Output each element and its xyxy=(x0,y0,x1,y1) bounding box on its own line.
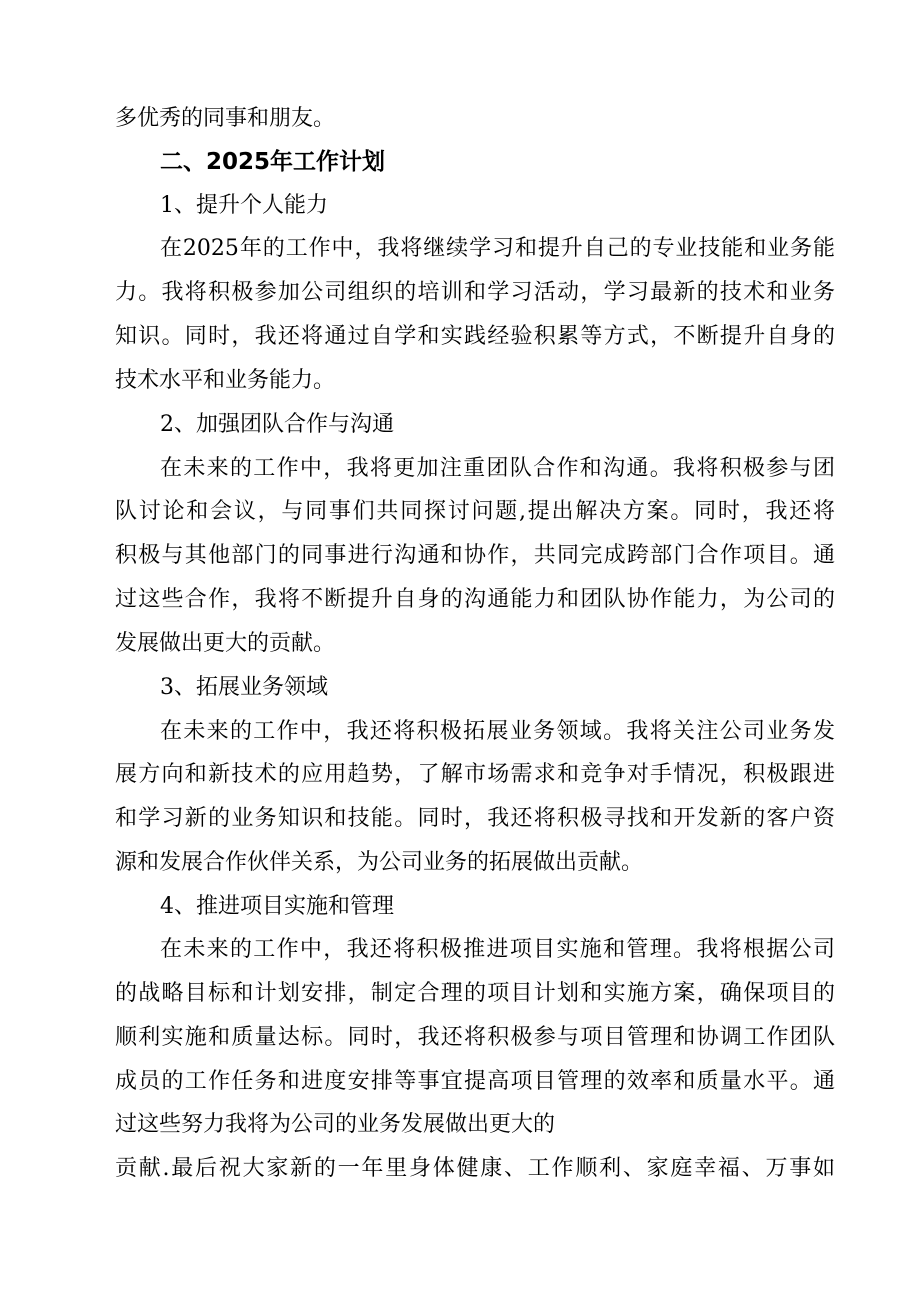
paragraph-line: 积极与其他部门的同事进行沟通和协作，共同完成跨部门合作项目。通 xyxy=(115,543,835,568)
paragraph-line: 展方向和新技术的应用趋势，了解市场需求和竞争对手情况，积极跟进 xyxy=(115,762,835,787)
subsection-heading: 2、加强团队合作与沟通 xyxy=(160,412,394,437)
paragraph-line: 在未来的工作中，我还将积极拓展业务领域。我将关注公司业务发 xyxy=(160,719,835,744)
paragraph-line: 贡献.最后祝大家新的一年里身体健康、工作顺利、家庭幸福、万事如 xyxy=(115,1156,835,1181)
subsection-heading: 3、拓展业务领域 xyxy=(160,675,328,700)
subsection-heading: 4、推进项目实施和管理 xyxy=(160,894,394,919)
paragraph-line: 在2025年的工作中，我将继续学习和提升自己的专业技能和业务能 xyxy=(160,236,835,261)
paragraph-line: 顺利实施和质量达标。同时，我还将积极参与项目管理和协调工作团队 xyxy=(115,1025,835,1050)
subsection-heading: 1、提升个人能力 xyxy=(160,193,328,218)
paragraph-line: 力。我将积极参加公司组织的培训和学习活动，学习最新的技术和业务 xyxy=(115,280,835,305)
paragraph-line: 成员的工作任务和进度安排等事宜提高项目管理的效率和质量水平。通 xyxy=(115,1069,835,1094)
paragraph-line: 在未来的工作中，我将更加注重团队合作和沟通。我将积极参与团 xyxy=(160,456,835,481)
paragraph-line: 队讨论和会议，与同事们共同探讨问题,提出解决方案。同时，我还将 xyxy=(115,499,835,524)
paragraph-line: 源和发展合作伙伴关系，为公司业务的拓展做出贡献。 xyxy=(115,850,644,875)
section-heading: 二、2025年工作计划 xyxy=(160,149,386,175)
paragraph-line: 过这些合作，我将不断提升自身的沟通能力和团队协作能力，为公司的 xyxy=(115,587,835,612)
paragraph-line: 和学习新的业务知识和技能。同时，我还将积极寻找和开发新的客户资 xyxy=(115,806,835,831)
paragraph-line: 过这些努力我将为公司的业务发展做出更大的 xyxy=(115,1112,556,1137)
paragraph-line: 的战略目标和计划安排，制定合理的项目计划和实施方案，确保项目的 xyxy=(115,981,835,1006)
paragraph-line: 知识。同时，我还将通过自学和实践经验积累等方式，不断提升自身的 xyxy=(115,324,835,349)
paragraph-line: 在未来的工作中，我还将积极推进项目实施和管理。我将根据公司 xyxy=(160,937,835,962)
paragraph-continuation-line: 多优秀的同事和朋友。 xyxy=(115,106,336,131)
paragraph-line: 技术水平和业务能力。 xyxy=(115,368,336,393)
paragraph-line: 发展做出更大的贡献。 xyxy=(115,631,336,656)
